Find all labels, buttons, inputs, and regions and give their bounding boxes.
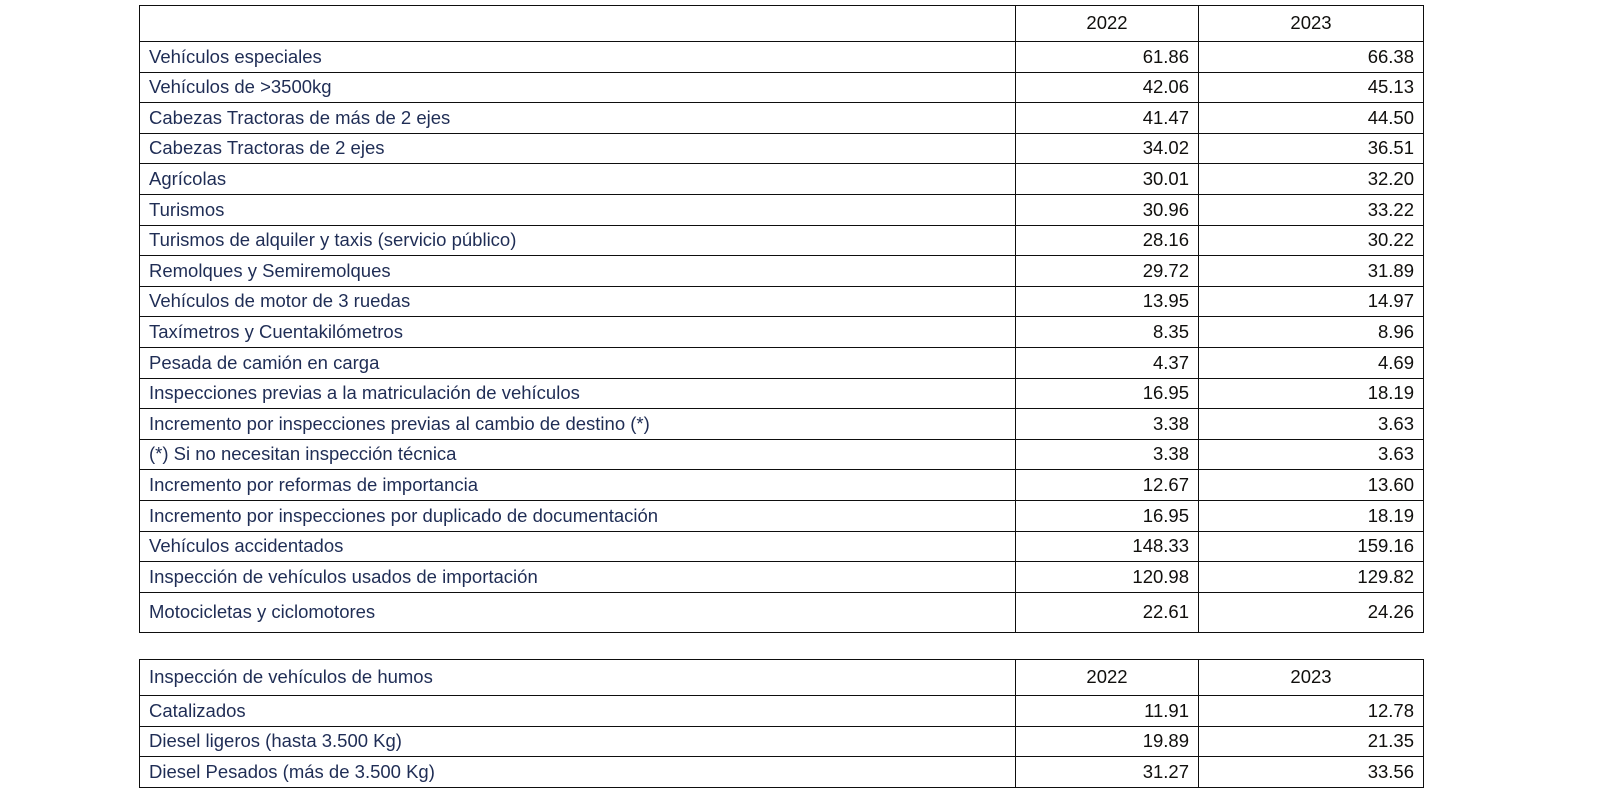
row-value-2022: 30.96	[1016, 194, 1199, 225]
row-label: Vehículos de motor de 3 ruedas	[140, 286, 1016, 317]
row-value-2023: 31.89	[1199, 256, 1424, 287]
row-label: Motocicletas y ciclomotores	[140, 592, 1016, 632]
row-label: Incremento por reformas de importancia	[140, 470, 1016, 501]
table-row	[140, 286, 1424, 317]
table-row	[140, 726, 1424, 757]
header-year-2022: 2022	[1016, 6, 1199, 42]
row-value-2022: 16.95	[1016, 500, 1199, 531]
row-value-2023: 32.20	[1199, 164, 1424, 195]
row-value-2023: 12.78	[1199, 696, 1424, 727]
table-row	[140, 317, 1424, 348]
fees-general-table-header	[140, 6, 1424, 42]
row-value-2023: 4.69	[1199, 347, 1424, 378]
row-value-2023: 24.26	[1199, 592, 1424, 632]
row-value-2023: 66.38	[1199, 42, 1424, 73]
row-label: Cabezas Tractoras de 2 ejes	[140, 133, 1016, 164]
row-label: Diesel ligeros (hasta 3.500 Kg)	[140, 726, 1016, 757]
row-value-2023: 14.97	[1199, 286, 1424, 317]
row-label: Remolques y Semiremolques	[140, 256, 1016, 287]
table-row	[140, 757, 1424, 788]
row-label: Incremento por inspecciones previas al cambio de destino (*)	[140, 409, 1016, 440]
header-year-2023: 2023	[1199, 660, 1424, 696]
row-value-2023: 30.22	[1199, 225, 1424, 256]
row-label: Vehículos accidentados	[140, 531, 1016, 562]
row-value-2022: 28.16	[1016, 225, 1199, 256]
row-value-2022: 16.95	[1016, 378, 1199, 409]
table-row	[140, 500, 1424, 531]
header-year-2022: 2022	[1016, 660, 1199, 696]
row-label: Inspecciones previas a la matriculación de vehículos	[140, 378, 1016, 409]
table-row	[140, 164, 1424, 195]
row-value-2023: 33.22	[1199, 194, 1424, 225]
row-value-2023: 129.82	[1199, 562, 1424, 593]
row-label: Turismos	[140, 194, 1016, 225]
table-row	[140, 592, 1424, 632]
row-value-2023: 21.35	[1199, 726, 1424, 757]
row-value-2023: 13.60	[1199, 470, 1424, 501]
row-label: Catalizados	[140, 696, 1016, 727]
row-value-2022: 30.01	[1016, 164, 1199, 195]
row-value-2022: 13.95	[1016, 286, 1199, 317]
fees-general-table	[139, 5, 1424, 633]
fees-smoke-table-body	[140, 696, 1424, 788]
row-label: Vehículos especiales	[140, 42, 1016, 73]
table-row	[140, 562, 1424, 593]
table-header-row	[140, 6, 1424, 42]
table-row	[140, 696, 1424, 727]
header-year-2023: 2023	[1199, 6, 1424, 42]
fees-general-table-body	[140, 42, 1424, 633]
row-value-2022: 3.38	[1016, 409, 1199, 440]
header-label-cell: Inspección de vehículos de humos	[140, 660, 1016, 696]
header-label-cell	[140, 6, 1016, 42]
row-value-2023: 18.19	[1199, 378, 1424, 409]
row-value-2022: 8.35	[1016, 317, 1199, 348]
row-label: Pesada de camión en carga	[140, 347, 1016, 378]
row-value-2023: 18.19	[1199, 500, 1424, 531]
row-value-2023: 33.56	[1199, 757, 1424, 788]
row-label: Cabezas Tractoras de más de 2 ejes	[140, 103, 1016, 134]
fees-smoke-table-header	[140, 660, 1424, 696]
row-value-2022: 34.02	[1016, 133, 1199, 164]
row-value-2022: 148.33	[1016, 531, 1199, 562]
row-value-2022: 42.06	[1016, 72, 1199, 103]
row-value-2022: 22.61	[1016, 592, 1199, 632]
table-row	[140, 225, 1424, 256]
table-row	[140, 194, 1424, 225]
table-row	[140, 378, 1424, 409]
row-value-2023: 36.51	[1199, 133, 1424, 164]
row-value-2022: 11.91	[1016, 696, 1199, 727]
row-value-2022: 19.89	[1016, 726, 1199, 757]
table-row	[140, 470, 1424, 501]
row-value-2022: 3.38	[1016, 439, 1199, 470]
row-label: Taxímetros y Cuentakilómetros	[140, 317, 1016, 348]
table-row	[140, 72, 1424, 103]
row-label: Vehículos de >3500kg	[140, 72, 1016, 103]
row-value-2022: 41.47	[1016, 103, 1199, 134]
row-label: Inspección de vehículos usados de importación	[140, 562, 1016, 593]
row-value-2023: 3.63	[1199, 409, 1424, 440]
table-row	[140, 531, 1424, 562]
row-value-2022: 12.67	[1016, 470, 1199, 501]
row-value-2022: 29.72	[1016, 256, 1199, 287]
row-value-2023: 44.50	[1199, 103, 1424, 134]
table-row	[140, 256, 1424, 287]
table-row	[140, 103, 1424, 134]
fees-smoke-table	[139, 659, 1424, 788]
row-label: Incremento por inspecciones por duplicado de documentación	[140, 500, 1016, 531]
row-value-2023: 8.96	[1199, 317, 1424, 348]
table-header-row	[140, 660, 1424, 696]
row-value-2023: 3.63	[1199, 439, 1424, 470]
table-row	[140, 439, 1424, 470]
row-label: Agrícolas	[140, 164, 1016, 195]
table-row	[140, 133, 1424, 164]
row-value-2022: 120.98	[1016, 562, 1199, 593]
row-label: Diesel Pesados (más de 3.500 Kg)	[140, 757, 1016, 788]
row-value-2023: 45.13	[1199, 72, 1424, 103]
table-row	[140, 409, 1424, 440]
row-label: Turismos de alquiler y taxis (servicio público)	[140, 225, 1016, 256]
table-row	[140, 42, 1424, 73]
row-value-2022: 4.37	[1016, 347, 1199, 378]
table-row	[140, 347, 1424, 378]
row-label: (*) Si no necesitan inspección técnica	[140, 439, 1016, 470]
row-value-2022: 31.27	[1016, 757, 1199, 788]
row-value-2022: 61.86	[1016, 42, 1199, 73]
row-value-2023: 159.16	[1199, 531, 1424, 562]
